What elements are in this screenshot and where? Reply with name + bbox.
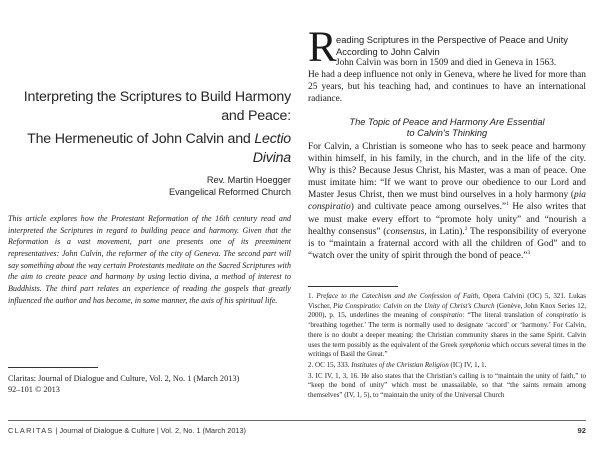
- footnote-text: is ‘breathing together.’ The term is normally used to designate ‘accord’ or ‘harmony.’ For Calvin, there is no doubt a deeper meaning: the Christian community shares in the same Spirit. Calvin uses the term possibly as the equivalent of the Greek: [308, 311, 586, 349]
- body-italic: consensus: [386, 226, 425, 237]
- footnote-italic: Institutes of the Christian Religion: [351, 360, 449, 369]
- footnote-text: , Opera Calvini (OC) 5, 321. Lukas Vischer,: [308, 292, 586, 310]
- section-heading-line-2: to Calvin’s Thinking: [406, 128, 488, 139]
- section-headline: eading Scriptures in the Perspective of Peace and Unity According to John Calvin: [336, 34, 568, 57]
- body-text: ) and cultivate peace among ourselves.”: [350, 202, 507, 213]
- author-affiliation: Evangelical Reformed Church: [168, 187, 291, 197]
- journal-brand: CLARITAS: [8, 426, 54, 435]
- intro-first-line: John Calvin was born in 1509 and died in Geneva in 1563.: [336, 58, 557, 68]
- journal-info: | Journal of Dialogue & Culture | Vol. 2, No. 1 (March 2013): [53, 426, 246, 435]
- intro-paragraph: [308, 57, 586, 105]
- footnote-text: 1.: [308, 292, 317, 300]
- body-paragraph: [308, 141, 586, 262]
- footnote-1: [308, 292, 586, 360]
- title-block: [8, 88, 291, 198]
- body-italic: pia conspiratio: [308, 190, 586, 213]
- footnote-italic: symphonia: [459, 340, 490, 349]
- footnote-ref[interactable]: 1: [506, 201, 509, 208]
- abstract-text-1: This article explores how the Protestant Reformation of the 16th century read and interpreted the Scriptures in regard to building peace and harmony. Given that the Reformation is a vast movement, part one presents one of its preeminent representatives: John Calvin, the reformer of the city of Geneva. The second part will say something about the way certain Protestants meditate on the Sacred Scriptures with the aim to create peace and harmony by using: [8, 214, 291, 282]
- footnote-ref[interactable]: 2: [464, 225, 468, 232]
- footnote-italic: Preface to the Catechism and the Confession of Faith: [316, 292, 479, 300]
- body-text: The responsibility of everyone is to “maintain a fraternal accord with all the children of God” and to “watch over the unity of spirit through the bond of peace.”: [308, 226, 586, 261]
- section-heading: [308, 117, 586, 140]
- intro-rest: He had a deep influence not only in Geneva, where he lived for more than 25 years, but his teaching had, and continues to have an international radiance.: [308, 70, 586, 105]
- subtitle-main: The Hermeneutic of John Calvin and: [27, 131, 255, 147]
- author-name: Rev. Martin Hoegger: [206, 175, 291, 185]
- citation-line-1: Claritas: Journal of Dialogue and Culture, Vol. 2, No. 1 (March 2013): [8, 374, 240, 383]
- abstract-term: lectio divina: [168, 272, 210, 282]
- body-text: He also writes that we must make every effort to “promote holy unity” and “nourish a healthy consensus” (: [308, 202, 586, 237]
- citation-divider: [8, 367, 98, 368]
- footnote-2: [308, 361, 586, 371]
- footnote-italic: Pia Conspiratio: Calvin on the Unity of Christ’s Church: [333, 301, 495, 310]
- footnotes: [308, 292, 586, 402]
- footnote-text: (IC) IV, 1, 1.: [448, 360, 487, 369]
- running-footer: [8, 426, 586, 436]
- page-number: 92: [577, 426, 586, 435]
- citation-line-2: 92–101 © 2013: [8, 385, 60, 394]
- citation: [8, 373, 291, 395]
- footer-divider: [8, 420, 586, 421]
- body-text: For Calvin, a Christian is someone who has to seek peace and harmony within himself, in his family, in the church, and in the life of the city. Why is this? Because Jesus Christ, his Master, was a man of peace. One must imitate him: “If we want to prove our obedience to our Lord and Master Jesus Christ, then we must bind ourselves in a holy harmony (: [308, 142, 586, 201]
- body-text: , in Latin).: [424, 226, 465, 237]
- footnote-divider: [308, 286, 398, 287]
- footnote-text: : “The literal translation of: [462, 311, 547, 320]
- footnote-text: 2. OC 15, 333.: [308, 360, 352, 369]
- footnote-text: which occurs several times in the writings of Basil the Great.”: [308, 340, 587, 359]
- drop-cap: R: [308, 24, 337, 71]
- article-title: Interpreting the Scriptures to Build Harmony and Peace:: [23, 89, 291, 124]
- article-subtitle: [8, 130, 291, 168]
- abstract-text-2: , a method of interest to Buddhists. The third part relates an experience of reading the gospels that greatly influenced the author and has become, in some manner, the axis of his spiritual life.: [8, 272, 292, 305]
- footnote-italic: conspiratio: [546, 311, 579, 320]
- footnote-italic: conspiratio: [430, 311, 463, 320]
- footnote-text: (Genève, John Knox Series 12, 2000), p. 15, underlines the meaning of: [308, 301, 586, 320]
- section-heading-line-1: The Topic of Peace and Harmony Are Essential: [349, 117, 545, 127]
- abstract: [8, 213, 291, 306]
- subtitle-italic: Lectio Divina: [252, 131, 291, 166]
- footnote-3: 3. IC IV, 1, 3, 16. He also states that the Christian’s calling is to “maintain the unity of faith,” to “keep the bond of unity” which must be unassailable, so that “the saints remain among themselves” (IV, 1, 5), to “maintain the unity of the Universal Church: [308, 371, 586, 400]
- footnote-ref[interactable]: 3: [527, 249, 531, 256]
